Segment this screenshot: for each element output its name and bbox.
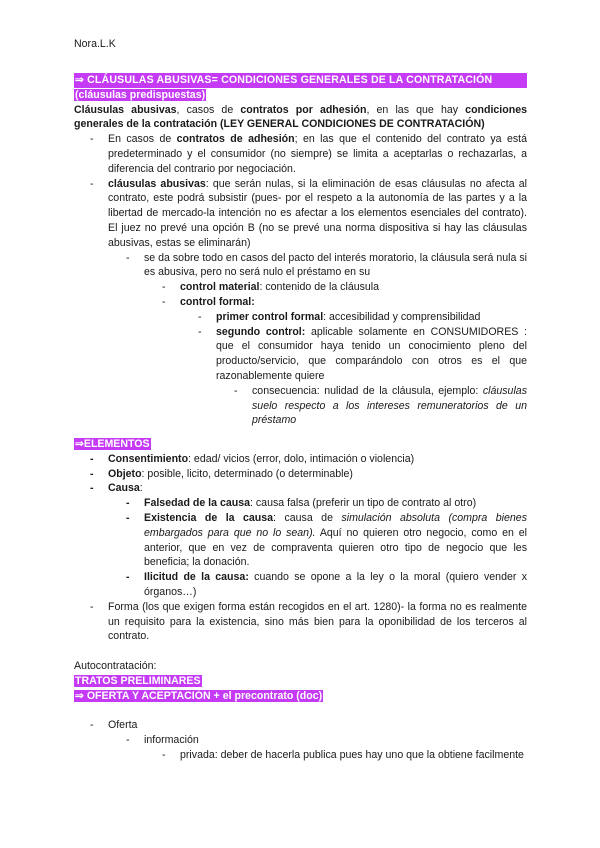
dash-bullet: - xyxy=(90,452,94,465)
list-item-falsedad xyxy=(74,496,527,511)
dash-bullet: - xyxy=(162,295,166,308)
heading-highlight-line2: (cláusulas predispuestas) xyxy=(75,88,206,101)
intro-term-contratos: contratos por adhesión xyxy=(240,103,367,116)
dash-bullet: - xyxy=(90,467,94,480)
item-term: segundo control: xyxy=(216,325,306,338)
list-item-informacion xyxy=(74,733,527,748)
intro-text-a: , casos de xyxy=(176,103,241,116)
item-term: Objeto xyxy=(108,467,142,480)
item-text: Oferta xyxy=(108,719,138,732)
heading-highlight-elementos: ⇒ELEMENTOS xyxy=(75,438,150,450)
dash-bullet: - xyxy=(162,748,166,761)
section-heading-clausulas xyxy=(74,73,527,103)
item-term: contratos de adhesión xyxy=(176,133,295,146)
item-italic-text: simulación absoluta (compra bienes embargados para que no lo sean). xyxy=(144,511,527,539)
list-item-control-material xyxy=(74,280,527,295)
list-item-oferta xyxy=(74,718,527,733)
list-item-privada xyxy=(74,748,527,763)
heading-highlight-tratos: TRATOS PRELIMINARES xyxy=(75,674,201,687)
intro-term: Cláusulas abusivas xyxy=(74,103,177,116)
dash-bullet: - xyxy=(234,384,238,397)
item-italic-text: cláusulas suelo respecto a los intereses remuneratorios de un préstamo xyxy=(252,384,527,427)
dash-bullet: - xyxy=(126,497,130,510)
item-term: cláusulas abusivas xyxy=(108,177,206,190)
list-item-contratos-adhesion xyxy=(74,132,527,176)
item-text: : causa falsa (preferir un tipo de contrato al otro) xyxy=(250,497,477,510)
item-text: : xyxy=(139,482,143,495)
dash-bullet: - xyxy=(126,251,130,264)
item-text: privada: deber de hacerla publica pues hay uno que la obtiene facilmente xyxy=(180,748,524,761)
dash-bullet: - xyxy=(126,733,130,746)
list-item-consecuencia xyxy=(74,384,527,428)
list-item-segundo-control xyxy=(74,325,527,384)
item-text: Aquí no quieren otro negocio, como en el anterior, que en vez de compraventa quieren otro tipo de negocio que les beneficia; la donación. xyxy=(144,526,527,569)
item-text: aplicable solamente en CONSUMIDORES : que el consumidor haya tenido un conocimiento pleno del producto/servicio, que comparándolo con otros es el que razonablemente quiere xyxy=(216,325,527,382)
list-item-control-formal xyxy=(74,295,527,310)
heading-highlight-line1: ⇒ CLÁUSULAS ABUSIVAS= CONDICIONES GENERALES DE LA CONTRATACIÓN xyxy=(74,73,527,88)
intro-term-condiciones: condiciones generales de la contratación (LEY GENERAL CONDICIONES DE CONTRATACIÓN) xyxy=(74,103,527,131)
item-text: se da sobre todo en casos del pacto del interés moratorio, la cláusula será nula si es abusiva, pero no será nulo el préstamo en su xyxy=(144,251,527,279)
dash-bullet: - xyxy=(162,281,166,294)
section-tratos-preliminares xyxy=(74,659,527,763)
list-item-interes-moratorio xyxy=(74,251,527,281)
clausulas-list xyxy=(74,132,527,428)
item-text: : causa de xyxy=(273,511,342,524)
item-text: En casos de xyxy=(108,133,177,146)
dash-bullet: - xyxy=(90,719,94,732)
item-term: control formal: xyxy=(180,295,255,308)
elementos-list xyxy=(74,452,527,644)
dash-bullet: - xyxy=(198,325,202,338)
item-text: : que serán nulas, si la eliminación de esas cláusulas no afecta al contrato, este podrá subsistir (pues- por el respeto a la autonomía de las partes y a la libertad de mercado-la intención no es afectar a los elementos esenciales del contrato). El juez no prevé una opción B (no se prevé una norma dispositiva si hay las cláusulas abusivas, estas se eliminarán) xyxy=(108,177,527,249)
item-term: Existencia de la causa xyxy=(144,511,274,524)
item-text: : edad/ vicios (error, dolo, intimación o violencia) xyxy=(188,452,415,465)
list-item-causa xyxy=(74,481,527,496)
section-clausulas-abusivas xyxy=(74,73,527,428)
list-item-primer-control xyxy=(74,310,527,325)
item-text: : contenido de la cláusula xyxy=(259,281,380,294)
dash-bullet: - xyxy=(90,600,94,613)
list-item-existencia xyxy=(74,511,527,570)
list-item-consentimiento xyxy=(74,452,527,467)
item-text: : posible, licito, determinado (o determinable) xyxy=(141,467,353,480)
dash-bullet: - xyxy=(126,511,130,524)
list-item-clausulas-abusivas xyxy=(74,177,527,251)
section-heading-elementos xyxy=(74,437,527,452)
item-term: primer control formal xyxy=(216,310,324,323)
dash-bullet: - xyxy=(126,571,130,584)
dash-bullet: - xyxy=(198,310,202,323)
item-text: Forma (los que exigen forma están recogidos en el art. 1280)- la forma no es realmente un requisito para la existencia, sino más bien para la oponibilidad de los terceros al contrato. xyxy=(108,600,527,643)
list-item-ilicitud xyxy=(74,570,527,600)
heading-highlight-oferta: ⇒ OFERTA Y ACEPTACIÓN + el precontrato (doc) xyxy=(75,689,323,702)
item-term: Causa xyxy=(108,482,140,495)
item-text: consecuencia: nulidad de la cláusula, ejemplo: xyxy=(252,384,483,397)
item-term: control material xyxy=(180,281,260,294)
oferta-list xyxy=(74,718,527,762)
item-term: Ilicitud de la causa: xyxy=(144,571,249,584)
autocontratacion-label: Autocontratación: xyxy=(74,660,157,672)
item-text: ; en las que el contenido del contrato ya está predeterminado y el consumidor (no siempre) se limita a aceptarlas o rechazarlas, a diferencia del contrario por negociación. xyxy=(108,133,527,175)
section-elementos xyxy=(74,437,527,644)
list-item-objeto xyxy=(74,467,527,482)
intro-text-b: , en las que hay xyxy=(366,103,466,116)
list-item-forma xyxy=(74,600,527,644)
intro-paragraph xyxy=(74,103,527,133)
item-term: Falsedad de la causa xyxy=(144,497,250,510)
author-name: Nora.L.K xyxy=(74,38,116,50)
item-text: : accesibilidad y comprensibilidad xyxy=(323,310,481,323)
dash-bullet: - xyxy=(90,482,94,495)
item-text: información xyxy=(144,733,199,746)
spacer xyxy=(74,703,527,718)
item-term: Consentimiento xyxy=(108,452,189,465)
dash-bullet: - xyxy=(90,177,94,190)
item-text: cuando se opone a la ley o la moral (quiero vender x órganos…) xyxy=(144,571,527,598)
dash-bullet: - xyxy=(90,133,94,146)
